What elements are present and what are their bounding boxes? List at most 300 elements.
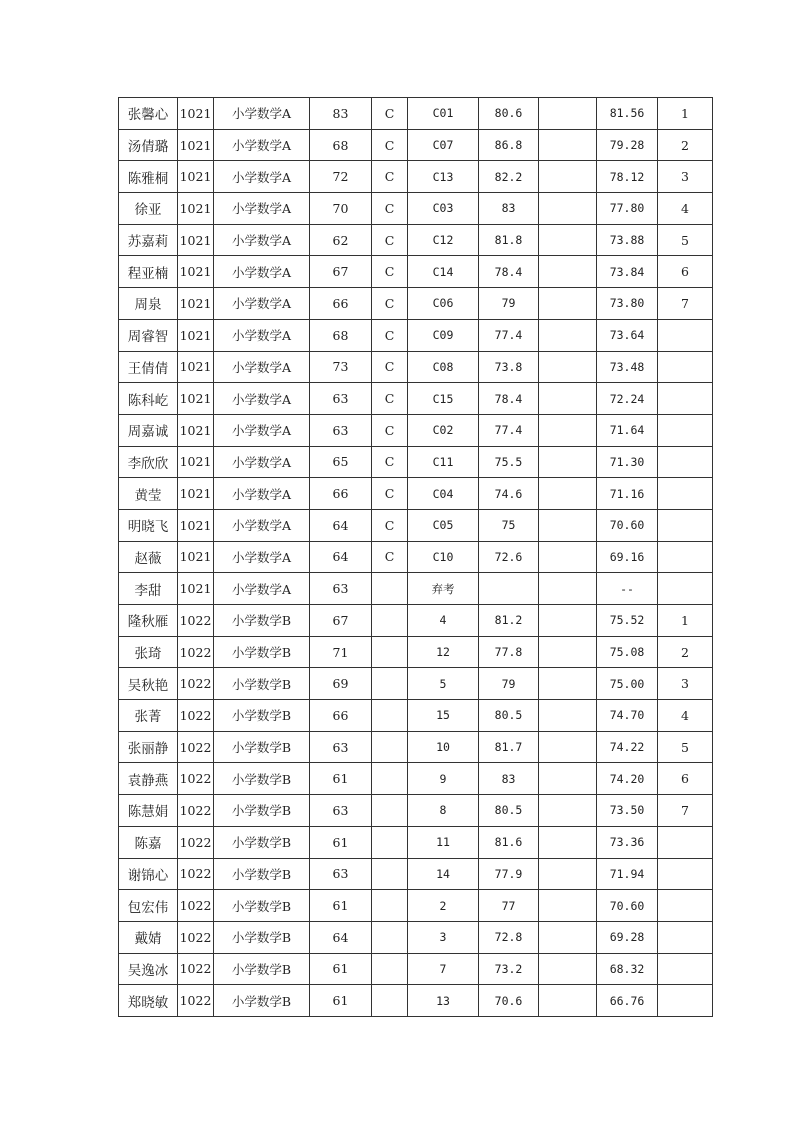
table-row [119, 763, 713, 795]
group-cell [372, 826, 408, 858]
table-row [119, 98, 713, 130]
position-code-cell: 1021 [178, 288, 214, 320]
total-score-cell: 73.80 [597, 288, 658, 320]
written-score-cell: 70 [310, 193, 372, 225]
subject-cell: 小学数学A [214, 224, 310, 256]
position-code-cell: 1021 [178, 256, 214, 288]
position-code-cell: 1022 [178, 921, 214, 953]
position-code-cell: 1022 [178, 795, 214, 827]
blank-cell [539, 668, 597, 700]
total-score-cell: 71.64 [597, 414, 658, 446]
table-row [119, 921, 713, 953]
subject-cell: 小学数学B [214, 763, 310, 795]
interview-score-cell: 77.8 [479, 636, 539, 668]
lot-number-cell: C06 [408, 288, 479, 320]
rank-cell: 1 [658, 98, 713, 130]
interview-score-cell [479, 573, 539, 605]
group-cell [372, 636, 408, 668]
blank-cell [539, 890, 597, 922]
table-row [119, 161, 713, 193]
candidate-name-cell: 徐亚 [119, 193, 178, 225]
group-cell: C [372, 256, 408, 288]
total-score-cell: 73.64 [597, 319, 658, 351]
rank-cell [658, 541, 713, 573]
lot-number-cell: C13 [408, 161, 479, 193]
subject-cell: 小学数学A [214, 414, 310, 446]
blank-cell [539, 446, 597, 478]
candidate-name-cell: 张丽静 [119, 731, 178, 763]
position-code-cell: 1021 [178, 478, 214, 510]
table-row [119, 700, 713, 732]
lot-number-cell: 10 [408, 731, 479, 763]
blank-cell [539, 985, 597, 1017]
group-cell: C [372, 319, 408, 351]
interview-score-cell: 78.4 [479, 256, 539, 288]
rank-cell [658, 826, 713, 858]
blank-cell [539, 129, 597, 161]
written-score-cell: 61 [310, 890, 372, 922]
rank-cell [658, 414, 713, 446]
total-score-cell: 66.76 [597, 985, 658, 1017]
interview-score-cell: 75 [479, 509, 539, 541]
written-score-cell: 63 [310, 573, 372, 605]
blank-cell [539, 98, 597, 130]
total-score-cell: 69.28 [597, 921, 658, 953]
blank-cell [539, 763, 597, 795]
rank-cell: 2 [658, 129, 713, 161]
total-score-cell: 71.16 [597, 478, 658, 510]
group-cell [372, 700, 408, 732]
interview-score-cell: 74.6 [479, 478, 539, 510]
blank-cell [539, 256, 597, 288]
lot-number-cell: 11 [408, 826, 479, 858]
subject-cell: 小学数学A [214, 319, 310, 351]
position-code-cell: 1021 [178, 161, 214, 193]
written-score-cell: 66 [310, 478, 372, 510]
rank-cell: 2 [658, 636, 713, 668]
candidate-name-cell: 吴逸冰 [119, 953, 178, 985]
lot-number-cell: C08 [408, 351, 479, 383]
interview-score-cell: 77 [479, 890, 539, 922]
total-score-cell: 73.50 [597, 795, 658, 827]
group-cell [372, 573, 408, 605]
rank-cell [658, 573, 713, 605]
written-score-cell: 67 [310, 256, 372, 288]
rank-cell: 3 [658, 668, 713, 700]
table-row [119, 446, 713, 478]
table-row [119, 858, 713, 890]
total-score-cell: 79.28 [597, 129, 658, 161]
written-score-cell: 63 [310, 795, 372, 827]
position-code-cell: 1021 [178, 414, 214, 446]
rank-cell [658, 953, 713, 985]
group-cell [372, 953, 408, 985]
total-score-cell: 69.16 [597, 541, 658, 573]
position-code-cell: 1022 [178, 668, 214, 700]
group-cell [372, 795, 408, 827]
position-code-cell: 1021 [178, 509, 214, 541]
total-score-cell: 74.70 [597, 700, 658, 732]
candidate-name-cell: 李甜 [119, 573, 178, 605]
rank-cell: 3 [658, 161, 713, 193]
subject-cell: 小学数学B [214, 985, 310, 1017]
interview-score-cell: 81.6 [479, 826, 539, 858]
blank-cell [539, 478, 597, 510]
written-score-cell: 61 [310, 953, 372, 985]
position-code-cell: 1022 [178, 636, 214, 668]
table-row [119, 193, 713, 225]
group-cell [372, 731, 408, 763]
lot-number-cell: 7 [408, 953, 479, 985]
interview-score-cell: 81.7 [479, 731, 539, 763]
subject-cell: 小学数学B [214, 731, 310, 763]
table-row [119, 256, 713, 288]
group-cell: C [372, 541, 408, 573]
table-body [119, 98, 713, 1017]
table-row [119, 985, 713, 1017]
lot-number-cell: 8 [408, 795, 479, 827]
interview-score-cell: 80.6 [479, 98, 539, 130]
table-row [119, 605, 713, 637]
candidate-name-cell: 张琦 [119, 636, 178, 668]
total-score-cell: 74.20 [597, 763, 658, 795]
blank-cell [539, 193, 597, 225]
total-score-cell: 73.88 [597, 224, 658, 256]
total-score-cell: 71.94 [597, 858, 658, 890]
subject-cell: 小学数学B [214, 890, 310, 922]
subject-cell: 小学数学A [214, 509, 310, 541]
table-row [119, 953, 713, 985]
candidate-name-cell: 程亚楠 [119, 256, 178, 288]
written-score-cell: 67 [310, 605, 372, 637]
candidate-name-cell: 赵薇 [119, 541, 178, 573]
written-score-cell: 63 [310, 858, 372, 890]
table-row [119, 414, 713, 446]
blank-cell [539, 826, 597, 858]
written-score-cell: 72 [310, 161, 372, 193]
interview-score-cell: 79 [479, 288, 539, 320]
subject-cell: 小学数学A [214, 351, 310, 383]
interview-score-cell: 80.5 [479, 700, 539, 732]
position-code-cell: 1021 [178, 319, 214, 351]
group-cell: C [372, 446, 408, 478]
interview-score-cell: 75.5 [479, 446, 539, 478]
lot-number-cell: C11 [408, 446, 479, 478]
position-code-cell: 1022 [178, 826, 214, 858]
written-score-cell: 61 [310, 826, 372, 858]
blank-cell [539, 921, 597, 953]
table-row [119, 573, 713, 605]
candidate-name-cell: 陈科屹 [119, 383, 178, 415]
subject-cell: 小学数学B [214, 858, 310, 890]
total-score-cell: 75.08 [597, 636, 658, 668]
written-score-cell: 64 [310, 509, 372, 541]
lot-number-cell: C10 [408, 541, 479, 573]
total-score-cell: 77.80 [597, 193, 658, 225]
candidate-name-cell: 王倩倩 [119, 351, 178, 383]
position-code-cell: 1022 [178, 605, 214, 637]
subject-cell: 小学数学A [214, 98, 310, 130]
subject-cell: 小学数学A [214, 256, 310, 288]
group-cell [372, 605, 408, 637]
written-score-cell: 71 [310, 636, 372, 668]
interview-score-cell: 70.6 [479, 985, 539, 1017]
candidate-name-cell: 包宏伟 [119, 890, 178, 922]
rank-cell [658, 921, 713, 953]
total-score-cell: 73.36 [597, 826, 658, 858]
interview-score-cell: 86.8 [479, 129, 539, 161]
blank-cell [539, 414, 597, 446]
position-code-cell: 1022 [178, 985, 214, 1017]
lot-number-cell: C03 [408, 193, 479, 225]
position-code-cell: 1022 [178, 763, 214, 795]
subject-cell: 小学数学A [214, 446, 310, 478]
total-score-cell: 73.84 [597, 256, 658, 288]
position-code-cell: 1021 [178, 98, 214, 130]
table-row [119, 383, 713, 415]
interview-score-cell: 77.9 [479, 858, 539, 890]
group-cell [372, 763, 408, 795]
interview-score-cell: 79 [479, 668, 539, 700]
blank-cell [539, 795, 597, 827]
group-cell: C [372, 129, 408, 161]
lot-number-cell: C02 [408, 414, 479, 446]
group-cell: C [372, 98, 408, 130]
total-score-cell: 70.60 [597, 509, 658, 541]
lot-number-cell: C07 [408, 129, 479, 161]
lot-number-cell: 15 [408, 700, 479, 732]
subject-cell: 小学数学A [214, 193, 310, 225]
interview-score-cell: 83 [479, 763, 539, 795]
position-code-cell: 1022 [178, 700, 214, 732]
rank-cell: 6 [658, 256, 713, 288]
written-score-cell: 64 [310, 921, 372, 953]
subject-cell: 小学数学A [214, 573, 310, 605]
lot-number-cell: 弃考 [408, 573, 479, 605]
candidate-name-cell: 周睿智 [119, 319, 178, 351]
written-score-cell: 68 [310, 319, 372, 351]
blank-cell [539, 509, 597, 541]
subject-cell: 小学数学B [214, 826, 310, 858]
blank-cell [539, 541, 597, 573]
interview-score-cell: 83 [479, 193, 539, 225]
rank-cell [658, 383, 713, 415]
lot-number-cell: 5 [408, 668, 479, 700]
lot-number-cell: 4 [408, 605, 479, 637]
group-cell: C [372, 161, 408, 193]
interview-score-cell: 82.2 [479, 161, 539, 193]
rank-cell: 4 [658, 700, 713, 732]
blank-cell [539, 319, 597, 351]
written-score-cell: 68 [310, 129, 372, 161]
subject-cell: 小学数学B [214, 668, 310, 700]
written-score-cell: 63 [310, 731, 372, 763]
position-code-cell: 1022 [178, 858, 214, 890]
lot-number-cell: C09 [408, 319, 479, 351]
rank-cell: 1 [658, 605, 713, 637]
candidate-name-cell: 张菁 [119, 700, 178, 732]
group-cell: C [372, 478, 408, 510]
written-score-cell: 66 [310, 288, 372, 320]
written-score-cell: 73 [310, 351, 372, 383]
rank-cell [658, 446, 713, 478]
score-table [118, 97, 713, 1017]
table-row [119, 478, 713, 510]
rank-cell [658, 890, 713, 922]
rank-cell [658, 478, 713, 510]
written-score-cell: 65 [310, 446, 372, 478]
group-cell [372, 921, 408, 953]
rank-cell [658, 351, 713, 383]
lot-number-cell: C04 [408, 478, 479, 510]
position-code-cell: 1021 [178, 383, 214, 415]
subject-cell: 小学数学B [214, 636, 310, 668]
candidate-name-cell: 隆秋雁 [119, 605, 178, 637]
table-row [119, 731, 713, 763]
total-score-cell: 75.52 [597, 605, 658, 637]
group-cell [372, 858, 408, 890]
lot-number-cell: C15 [408, 383, 479, 415]
position-code-cell: 1021 [178, 193, 214, 225]
group-cell [372, 668, 408, 700]
group-cell: C [372, 288, 408, 320]
rank-cell [658, 319, 713, 351]
candidate-name-cell: 戴婧 [119, 921, 178, 953]
group-cell [372, 890, 408, 922]
group-cell: C [372, 383, 408, 415]
subject-cell: 小学数学B [214, 605, 310, 637]
subject-cell: 小学数学A [214, 383, 310, 415]
candidate-name-cell: 陈慧娟 [119, 795, 178, 827]
written-score-cell: 69 [310, 668, 372, 700]
total-score-cell: 71.30 [597, 446, 658, 478]
lot-number-cell: C01 [408, 98, 479, 130]
rank-cell [658, 509, 713, 541]
lot-number-cell: 13 [408, 985, 479, 1017]
blank-cell [539, 351, 597, 383]
blank-cell [539, 383, 597, 415]
group-cell [372, 985, 408, 1017]
candidate-name-cell: 苏嘉莉 [119, 224, 178, 256]
position-code-cell: 1021 [178, 541, 214, 573]
blank-cell [539, 731, 597, 763]
written-score-cell: 64 [310, 541, 372, 573]
blank-cell [539, 700, 597, 732]
rank-cell: 7 [658, 288, 713, 320]
subject-cell: 小学数学B [214, 953, 310, 985]
table-row [119, 224, 713, 256]
candidate-name-cell: 汤倩璐 [119, 129, 178, 161]
written-score-cell: 83 [310, 98, 372, 130]
candidate-name-cell: 周嘉诚 [119, 414, 178, 446]
total-score-cell: 81.56 [597, 98, 658, 130]
interview-score-cell: 73.8 [479, 351, 539, 383]
rank-cell: 7 [658, 795, 713, 827]
blank-cell [539, 605, 597, 637]
lot-number-cell: 2 [408, 890, 479, 922]
lot-number-cell: C12 [408, 224, 479, 256]
table-row [119, 636, 713, 668]
candidate-name-cell: 陈嘉 [119, 826, 178, 858]
candidate-name-cell: 张馨心 [119, 98, 178, 130]
rank-cell [658, 858, 713, 890]
candidate-name-cell: 谢锦心 [119, 858, 178, 890]
interview-score-cell: 81.8 [479, 224, 539, 256]
position-code-cell: 1021 [178, 129, 214, 161]
blank-cell [539, 573, 597, 605]
lot-number-cell: 9 [408, 763, 479, 795]
total-score-cell: 75.00 [597, 668, 658, 700]
table-row [119, 351, 713, 383]
candidate-name-cell: 郑晓敏 [119, 985, 178, 1017]
group-cell: C [372, 414, 408, 446]
subject-cell: 小学数学A [214, 478, 310, 510]
lot-number-cell: C14 [408, 256, 479, 288]
total-score-cell: -- [597, 573, 658, 605]
position-code-cell: 1021 [178, 446, 214, 478]
interview-score-cell: 77.4 [479, 414, 539, 446]
lot-number-cell: 12 [408, 636, 479, 668]
rank-cell: 5 [658, 731, 713, 763]
interview-score-cell: 72.6 [479, 541, 539, 573]
table-row [119, 288, 713, 320]
subject-cell: 小学数学B [214, 921, 310, 953]
table-row [119, 319, 713, 351]
candidate-name-cell: 李欣欣 [119, 446, 178, 478]
rank-cell: 5 [658, 224, 713, 256]
interview-score-cell: 81.2 [479, 605, 539, 637]
interview-score-cell: 72.8 [479, 921, 539, 953]
lot-number-cell: C05 [408, 509, 479, 541]
interview-score-cell: 80.5 [479, 795, 539, 827]
position-code-cell: 1022 [178, 731, 214, 763]
subject-cell: 小学数学A [214, 288, 310, 320]
candidate-name-cell: 黄莹 [119, 478, 178, 510]
blank-cell [539, 636, 597, 668]
table-row [119, 129, 713, 161]
written-score-cell: 63 [310, 383, 372, 415]
table-row [119, 890, 713, 922]
group-cell: C [372, 509, 408, 541]
total-score-cell: 74.22 [597, 731, 658, 763]
subject-cell: 小学数学B [214, 700, 310, 732]
total-score-cell: 73.48 [597, 351, 658, 383]
interview-score-cell: 77.4 [479, 319, 539, 351]
candidate-name-cell: 明晓飞 [119, 509, 178, 541]
group-cell: C [372, 351, 408, 383]
lot-number-cell: 3 [408, 921, 479, 953]
interview-score-cell: 78.4 [479, 383, 539, 415]
group-cell: C [372, 193, 408, 225]
written-score-cell: 66 [310, 700, 372, 732]
subject-cell: 小学数学B [214, 795, 310, 827]
total-score-cell: 68.32 [597, 953, 658, 985]
group-cell: C [372, 224, 408, 256]
blank-cell [539, 288, 597, 320]
blank-cell [539, 224, 597, 256]
candidate-name-cell: 吴秋艳 [119, 668, 178, 700]
table-row [119, 826, 713, 858]
written-score-cell: 61 [310, 985, 372, 1017]
position-code-cell: 1022 [178, 890, 214, 922]
total-score-cell: 70.60 [597, 890, 658, 922]
candidate-name-cell: 陈雅桐 [119, 161, 178, 193]
interview-score-cell: 73.2 [479, 953, 539, 985]
position-code-cell: 1022 [178, 953, 214, 985]
position-code-cell: 1021 [178, 573, 214, 605]
blank-cell [539, 858, 597, 890]
rank-cell: 4 [658, 193, 713, 225]
